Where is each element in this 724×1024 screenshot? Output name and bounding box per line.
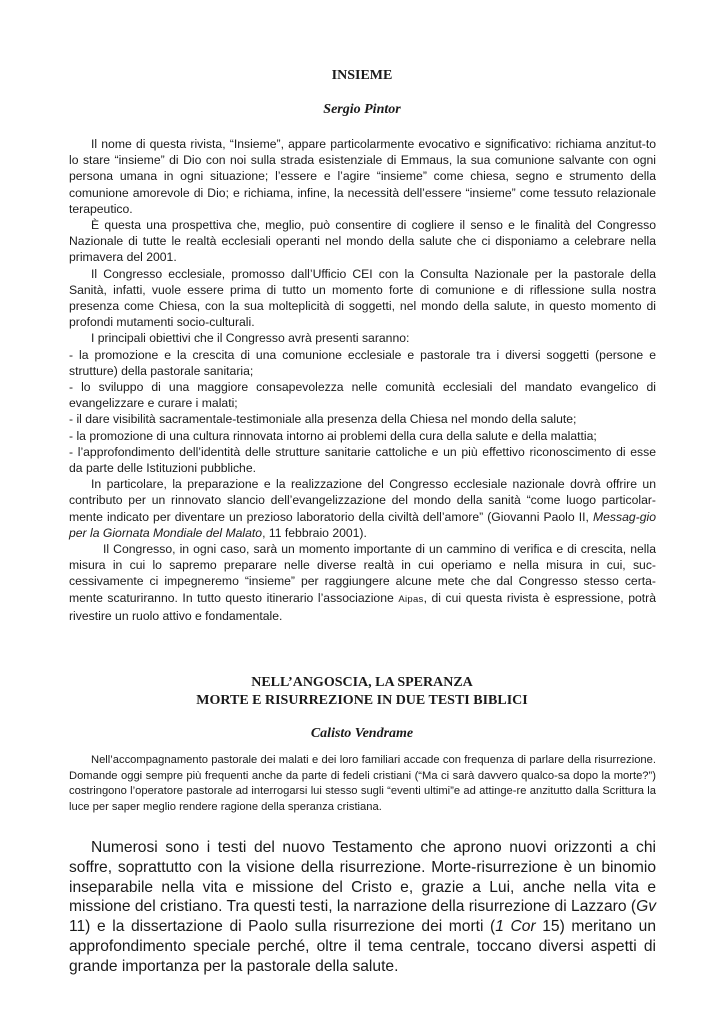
article2-title-line-1: NELL’ANGOSCIA, LA SPERANZA xyxy=(251,675,473,690)
body-part-c: 15) meritano un approfondimento speciale perché, oltre il tema centrale, toccano diversi aspetti di grande importanza per la pastorale della salute. xyxy=(69,918,656,975)
abstract-paragraph: Nell’accompagnamento pastorale dei malati e dei loro familiari accade con frequenza di parlare della risurrezione. Domande oggi sempre più frequenti anche da parte di fedeli cristiani (“Ma ci sarà davvero qualco-sa dopo la morte?”) costringono l’operatore pastorale ad interrogarsi lui stesso sugli “eventi ultimi”e ad attinge-re anzitutto dalla Scrittura la luce per saper meglio rendere ragione della speranza cristiana. xyxy=(69,754,656,813)
article2-title-line-2: MORTE E RISURREZIONE IN DUE TESTI BIBLICI xyxy=(196,693,528,708)
paragraph-5-end: , 11 febbraio 2001). xyxy=(262,525,367,540)
article2-body xyxy=(69,838,656,977)
ref-gv: Gv xyxy=(636,898,656,916)
article1-title: INSIEME xyxy=(331,68,393,83)
article2-author: Calisto Vendrame xyxy=(310,726,414,741)
paragraph-5-text: In particolare, la preparazione e la realizzazione del Congresso ecclesiale nazionale dovrà offrire un contributo per un rinnovato slancio dell’evangelizzazione del mondo della sanità “come luogo particolar-mente indicato per diventare un prezioso laboratorio della civiltà dell’amore” (Giovanni Paolo II, xyxy=(69,477,656,524)
aipas-smallcaps: Aipas xyxy=(398,593,424,605)
article1-body xyxy=(69,136,656,624)
article1-author: Sergio Pintor xyxy=(323,102,401,117)
article1-paragraph-5 xyxy=(69,476,656,541)
message-title-italic: Messag-gio per la Giornata Mondiale del Malato xyxy=(69,509,656,540)
body-part-a: Numerosi sono i testi del nuovo Testamento che aprono nuovi orizzonti a chi soffre, soprattutto con la visione della risurrezione. Morte-risurrezione è un binomio inseparabile nella vita e missione del Cristo e, grazie a Lui, anche nella vita e missione del cristiano. Tra questi testi, la narrazione della risurrezione di Lazzaro ( xyxy=(69,839,656,916)
article1-paragraph-4: I principali obiettivi che il Congresso avrà presenti saranno: xyxy=(91,331,410,346)
objective-item-1: - la promozione e la crescita di una comunione ecclesiale e pastorale tra i diversi soggetti (persone e strutture) della pastorale sanitaria; xyxy=(69,347,656,378)
paragraph-6-end: , di cui questa rivista è espressione, potrà rivestire un ruolo attivo e fondamentale. xyxy=(69,590,656,623)
article1-paragraph-2: È questa una prospettiva che, meglio, può consentire di cogliere il senso e le finalità del Congresso Nazionale di tutte le realtà ecclesiali operanti nel mondo della salute che ci disponiamo a celebrare nella primavera del 2001. xyxy=(69,218,656,265)
objective-item-2: - lo sviluppo di una maggiore consapevolezza nelle comunità ecclesiali del mandato evangelico di evangelizzare e curare i malati; xyxy=(69,380,656,411)
objective-item-4: - la promozione di una cultura rinnovata intorno ai problemi della cura della salute e della malattia; xyxy=(69,428,597,443)
article2-paragraph-1 xyxy=(69,838,656,977)
body-part-b: 11) e la dissertazione di Paolo sulla risurrezione dei morti ( xyxy=(69,918,496,936)
article1-paragraph-1: Il nome di questa rivista, “Insieme”, appare particolarmente evocativo e significativo: richiama anzitut-to lo stare “insieme” di Dio con noi sulla strada esistenziale di Emmaus, la sua comunione salvante con ogni persona umana in ogni situazione; l’essere e l’agire “insieme” come chiesa, segno e strumento della comunione amorevole di Dio; e richiama, infine, la necessità dell’essere “insieme” come tessuto relazionale terapeutico. xyxy=(69,137,656,216)
ref-1cor: 1 Cor xyxy=(495,918,536,936)
objective-item-3: - il dare visibilità sacramentale-testimoniale alla presenza della Chiesa nel mondo della salute; xyxy=(69,412,577,427)
objective-item-5: - l’approfondimento dell’identità delle strutture sanitarie cattoliche e un più effettivo riconoscimento di esse da parte delle Istituzioni pubbliche. xyxy=(69,444,656,476)
paragraph-6-text: Il Congresso, in ogni caso, sarà un momento importante di un cammino di verifica e di crescita, nella misura in cui lo sapremo preparare nelle diverse realtà in cui operiamo e nella misura in cui, suc-cessivamente ci impegneremo “insieme” per raggiungere alcune mete che dal Congresso stesso certa-mente scaturiranno. In tutto questo itinerario l’associazione xyxy=(69,542,656,605)
article1-paragraph-6 xyxy=(69,541,656,624)
article1-paragraph-3: Il Congresso ecclesiale, promosso dall’Ufficio CEI con la Consulta Nazionale per la pastorale della Sanità, infatti, vuole essere prima di tutto un momento forte di comunione e di riflessione sulla nostra presenza come Chiesa, con la sua molteplicità di soggetti, nel mondo della salute, in questo momento di profondi mutamenti socio-culturali. xyxy=(69,266,656,330)
article2-abstract xyxy=(69,753,656,815)
